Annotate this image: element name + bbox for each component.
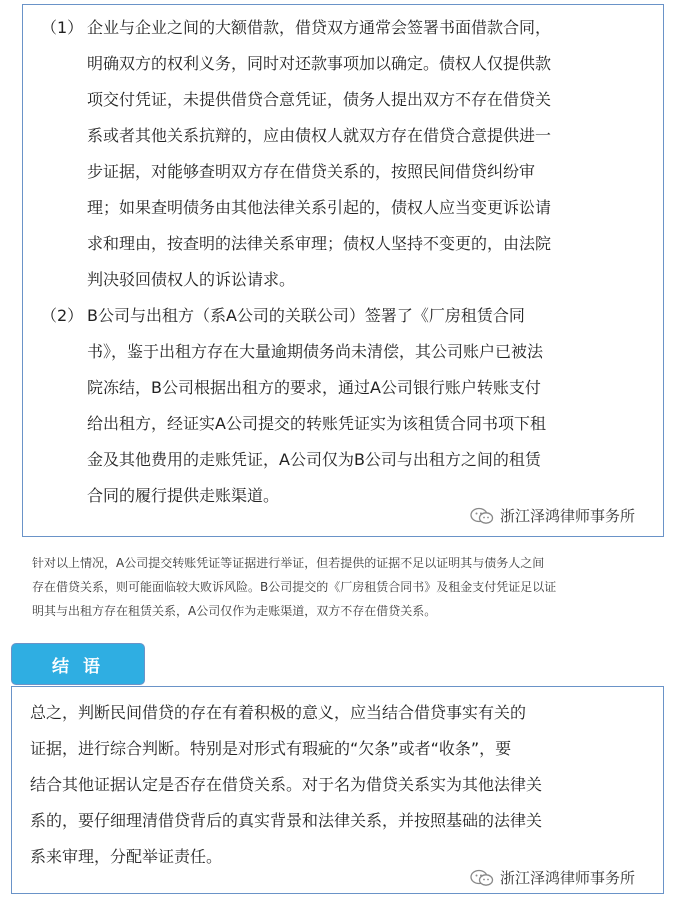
case-point-1-number: （1）: [41, 18, 84, 37]
wechat-icon: [470, 869, 494, 887]
case-point-2-text: B公司与出租方（系A公司的关联公司）签署了《厂房租赁合同 书》，鉴于出租方存在大量逾期债务尚未清偿，其公司账户已被法 院冻结，B公司根据出租方的要求，通过A公司银行账户转账支付 给出租方，经证实A公司提交的转账凭证实为该租赁合同书项下租 金及其他费用的走账凭证，A公司仅为B公司与出租方之间的租赁 合同的履行提供走账渠道。: [87, 306, 546, 505]
watermark-1: [470, 505, 635, 526]
case-point-2-number: （2）: [41, 306, 84, 325]
case-points-box: [22, 4, 664, 537]
case-point-2: [23, 298, 663, 514]
conclusion-box: [11, 686, 664, 894]
wechat-icon: [470, 507, 494, 525]
analysis-note: 针对以上情况，A公司提交转账凭证等证据进行举证，但若提供的证据不足以证明其与债务人之间 存在借贷关系，则可能面临较大败诉风险。B公司提交的《厂房租赁合同书》及租金支付凭证足以证 明其与出租方存在租赁关系，A公司仅作为走账渠道，双方不存在借贷关系。: [32, 556, 557, 618]
conclusion-text: 总之，判断民间借贷的存在有着积极的意义，应当结合借贷事实有关的 证据，进行综合判断。特别是对形式有瑕疵的“欠条”或者“收条”，要 结合其他证据认定是否存在借贷关系。对于名为借贷关系实为其他法律关 系的，要仔细理清借贷背后的真实背景和法律关系，并按照基础的法律关 系来审理，分配举证责任。: [30, 703, 543, 866]
case-points-list: [23, 10, 663, 514]
watermark-2-text: 浙江泽鸿律师事务所: [500, 869, 636, 887]
conclusion-tag: 结 语: [11, 643, 145, 685]
watermark-2: [470, 867, 635, 888]
watermark-1-text: 浙江泽鸿律师事务所: [500, 507, 636, 525]
case-point-1-text: 企业与企业之间的大额借款，借贷双方通常会签署书面借款合同， 明确双方的权利义务，同时对还款事项加以确定。债权人仅提供款 项交付凭证，未提供借贷合意凭证，债务人提出双方不存在借贷关 系或者其他关系抗辩的，应由债权人就双方存在借贷合意提供进一 步证据，对能够查明双方存在借贷关系的，按照民间借贷纠纷审 理；如果查明债务由其他法律关系引起的，债权人应当变更诉讼请 求和理由，按查明的法律关系审理；债权人坚持不变更的，由法院 判决驳回债权人的诉讼请求。: [87, 18, 552, 289]
case-point-1: [23, 10, 663, 298]
